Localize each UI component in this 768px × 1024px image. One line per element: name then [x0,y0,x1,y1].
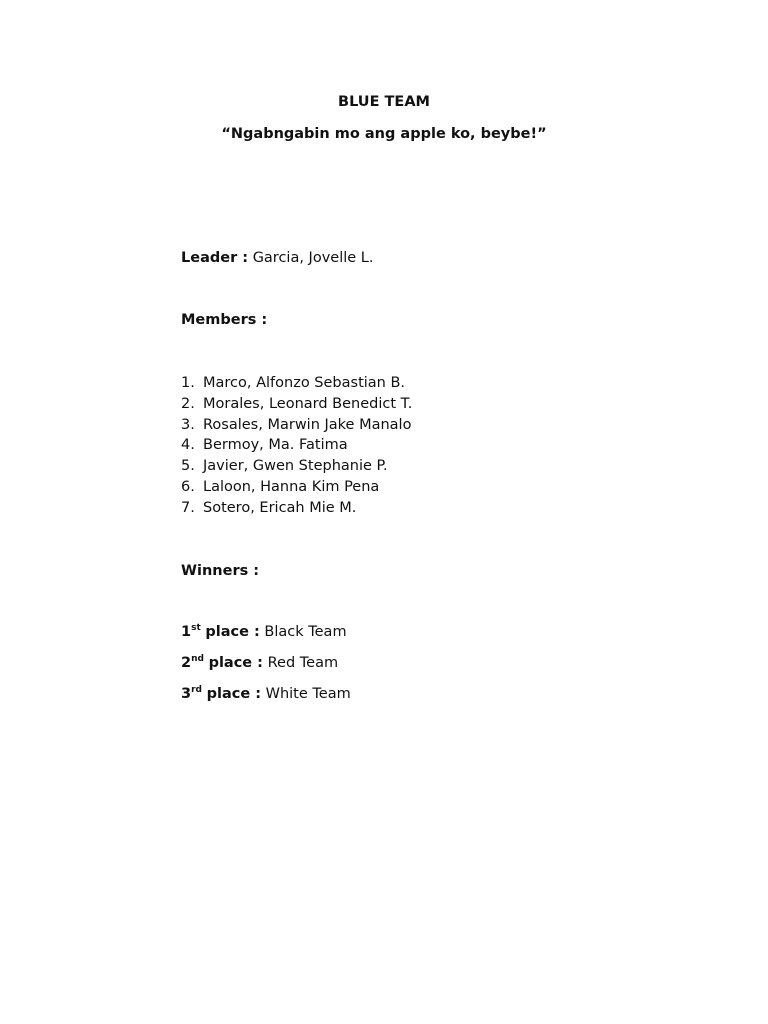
leader-label: Leader : [181,250,249,266]
place-label: place : [208,655,263,671]
place-number: 1 [181,624,192,640]
place-team: Red Team [267,655,339,671]
list-item-number: 4. [181,437,195,454]
first-place-line [181,622,347,642]
member-name: Javier, Gwen Stephanie P. [203,458,388,475]
list-item-number: 3. [181,416,195,433]
member-name: Sotero, Ericah Mie M. [203,499,357,516]
list-item [181,415,412,436]
member-name: Morales, Leonard Benedict T. [203,395,413,412]
leader-line [181,248,373,268]
third-place-line [181,684,351,704]
place-suffix: rd [191,685,202,695]
list-item-number: 6. [181,478,195,495]
list-item-number: 2. [181,395,195,412]
list-item-number: 1. [181,375,195,391]
list-item-number: 7. [181,499,195,516]
team-motto: “Ngabngabin mo ang apple ko, beybe!” [221,126,547,142]
place-label: place : [205,624,260,640]
list-item [181,394,412,415]
document-title: BLUE TEAM [338,94,430,110]
members-list [181,373,412,519]
second-place-line [181,653,338,673]
list-item-number: 5. [181,458,195,475]
place-team: Black Team [264,624,347,640]
place-suffix: nd [191,654,204,664]
member-name: Rosales, Marwin Jake Manalo [203,416,412,433]
member-name: Laloon, Hanna Kim Pena [203,478,380,495]
place-number: 2 [181,655,192,671]
list-item [181,498,412,519]
place-team: White Team [265,686,351,702]
place-suffix: st [191,623,201,633]
member-name: Marco, Alfonzo Sebastian B. [203,375,406,391]
member-name: Bermoy, Ma. Fatima [203,437,348,454]
list-item [181,373,412,394]
members-heading: Members : [181,312,268,328]
leader-name: Garcia, Jovelle L. [252,250,374,266]
list-item [181,435,412,456]
winners-heading: Winners : [181,563,260,579]
list-item [181,456,412,477]
list-item [181,477,412,498]
place-number: 3 [181,686,192,702]
place-label: place : [206,686,262,702]
